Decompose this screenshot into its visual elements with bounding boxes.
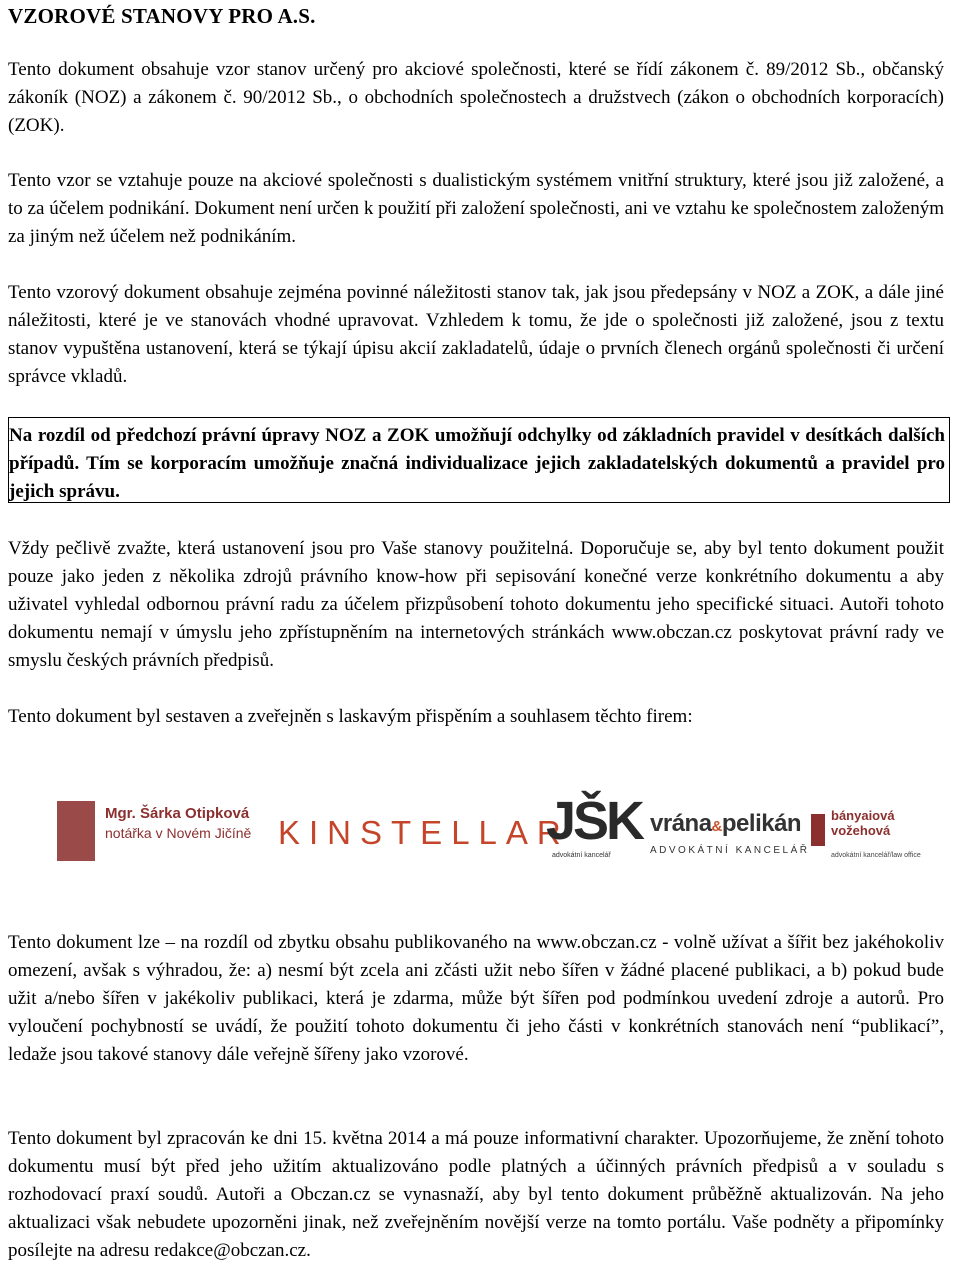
banyaiova-word: bányaiová <box>831 808 895 823</box>
otipkova-name: Mgr. Šárka Otipková <box>105 805 250 822</box>
otipkova-logo <box>57 801 257 861</box>
partner-logos <box>8 790 944 870</box>
license-paragraph: Tento dokument lze – na rozdíl od zbytku obsahu publikovaného na www.obczan.cz - volně užívat a šířit bez jakéhokoliv omezení, avšak s výhradou, že: a) nesmí být zcela ani zčásti užit nebo šířen v žádné placené publikaci, a b) pokud bude užit a/nebo šířen v jakékoliv publikaci, která je zdarma, může být šířen pod podmínkou uvedení zdroje a autorů. Pro vyloučení pochybností se uvádí, že použití tohoto dokumentu či jeho části v konkrétních stanovách není “publikací”, ledaže jsou takové stanovy dále veřejně šířeny jako vzorové. <box>8 932 944 1065</box>
vrana-pelikan-logo <box>650 810 810 860</box>
highlight-text: Na rozdíl od předchozí právní úpravy NOZ a ZOK umožňují odchylky od základních pravidel v desítkách dalších případů. Tím se korporacím umožňuje značná individualizace jejich zakladatelských dokumentů a pravidel pro jejich správu. <box>9 425 945 502</box>
contributors-paragraph: Tento dokument byl sestaven a zveřejněn s laskavým přispěním a souhlasem těchto firem: <box>8 706 693 727</box>
kinstellar-logo: KINSTELLAR <box>278 814 570 851</box>
jsk-subtitle: advokátní kancelář <box>552 852 611 859</box>
intro-paragraph: Tento dokument obsahuje vzor stanov určený pro akciové společnosti, které se řídí zákonem č. 89/2012 Sb., občanský zákoník (NOZ) a zákonem č. 90/2012 Sb., o obchodních společnostech a družstvech (zákon o obchodních korporacích) (ZOK). <box>8 59 944 136</box>
banyaiova-name <box>831 808 895 838</box>
document-title: VZOROVÉ STANOVY PRO A.S. <box>8 4 316 28</box>
advice-paragraph: Vždy pečlivě zvažte, která ustanovení jsou pro Vaše stanovy použitelná. Doporučuje se, aby byl tento dokument použit pouze jako jeden z několika zdrojů právního know-how při sepisování konečné verze konkrétního dokumentu a aby uživatel vyhledal odbornou právní radu za účelem přizpůsobení tohoto dokumentu jeho specifické situaci. Autoři tohoto dokumentu nemají v úmyslu jeho zpřístupněním na internetových stránkách www.obczan.cz poskytovat právní rady ve smyslu českých právních předpisů. <box>8 538 944 671</box>
vozehova-word: vožehová <box>831 823 891 838</box>
banyaiova-mark-icon <box>811 814 825 846</box>
highlight-box <box>8 417 950 503</box>
ampersand: & <box>711 818 722 835</box>
jsk-mark: JŠK <box>546 791 643 851</box>
banyaiova-vozehova-logo <box>811 802 921 864</box>
vrana-word: vrána <box>650 810 712 837</box>
scope-paragraph: Tento vzor se vztahuje pouze na akciové společnosti s dualistickým systémem vnitřní struktury, které jsou již založené, a to za účelem podnikání. Dokument není určen k použití při založení společnosti, ani ve vztahu ke společnostem založeným za jiným než účelem než podnikáním. <box>8 170 944 247</box>
vrana-pelikan-name <box>650 810 801 838</box>
otipkova-subtitle: notářka v Novém Jičíně <box>105 825 252 841</box>
pelikan-word: pelikán <box>721 810 802 837</box>
vrana-subtitle: ADVOKÁTNÍ KANCELÁŘ <box>650 845 810 856</box>
banyaiova-subtitle: advokátní kancelář/law office <box>831 852 921 859</box>
content-paragraph: Tento vzorový dokument obsahuje zejména povinné náležitosti stanov tak, jak jsou předepsány v NOZ a ZOK, a dále jiné náležitosti, které je ve stanovách vhodné upravovat. Vzhledem k tomu, že jde o společnosti již založené, jsou z textu stanov vypuštěna ustanovení, která se týkají úpisu akcií zakladatelů, údaje o prvních členech orgánů společnosti či určení správce vkladů. <box>8 282 944 387</box>
jsk-logo <box>546 791 643 862</box>
otipkova-mark-icon <box>57 801 95 861</box>
disclaimer-paragraph: Tento dokument byl zpracován ke dni 15. května 2014 a má pouze informativní charakter. Upozorňujeme, že znění tohoto dokumentu musí být před jeho užitím aktualizováno podle platných a účinných právních předpisů a v souladu s rozhodovací praxí soudů. Autoři a Obczan.cz se vynasnaží, aby byl tento dokument průběžně aktualizován. Na jeho aktualizaci však nebudete upozorněni jinak, než zveřejněním novější verze na tomto portálu. Vaše podněty a připomínky posílejte na adresu redakce@obczan.cz. <box>8 1128 944 1261</box>
